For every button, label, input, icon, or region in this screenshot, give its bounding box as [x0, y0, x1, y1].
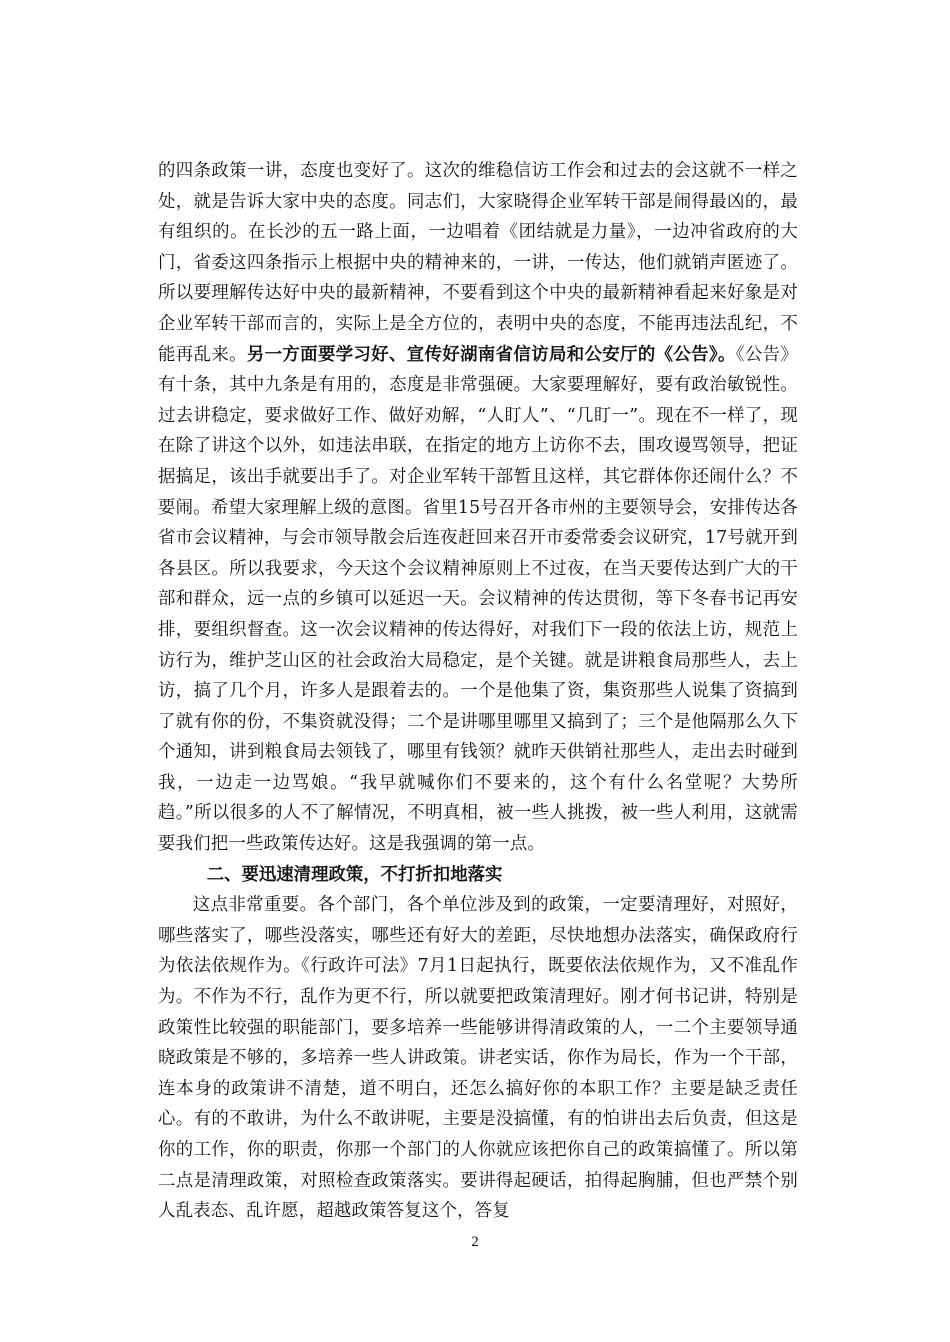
- document-page: [158, 156, 798, 1227]
- page-number: 2: [471, 1234, 479, 1250]
- paragraph-1-bold-emphasis: 另一方面要学习好、宣传好湖南省信访局和公安厅的《公告》。: [246, 344, 736, 365]
- paragraph-1-text-a: 的四条政策一讲，态度也变好了。这次的维稳信访工作会和过去的会这就不一样之处，就是告诉大家中央的态度。同志们，大家晓得企业军转干部是闹得最凶的，最有组织的。在长沙的五一路上面，一边唱着《团结就是力量》，一边冲省政府的大门，省委这四条指示上根据中央的精神来的，一讲，一传达，他们就销声匿迹了。所以要理解传达好中央的最新精神，不要看到这个中央的最新精神看起来好象是对企业军转干部而言的，实际上是全方位的，表明中央的态度，不能再违法乱纪，不能再乱来。: [158, 161, 798, 365]
- section-heading-2: 二、要迅速清理政策，不打折扣地落实: [206, 864, 503, 885]
- paragraph-1-text-b: 《公告》有十条，其中九条是有用的，态度是非常强硬。大家要理解好，要有政治敏锐性。过去讲稳定，要求做好工作、做好劝解，“人盯人”、“几盯一”。现在不一样了，现在除了讲这个以外，如违法串联，在指定的地方上访你不去，围攻谩骂领导，把证据搞足，该出手就要出手了。对企业军转干部暂且这样，其它群体你还闹什么？不要闹。希望大家理解上级的意图。省里15号召开各市州的主要领导会，安排传达各省市会议精神，与会市领导散会后连夜赶回来召开市委常委会议研究，17号就开到各县区。所以我要求，今天这个会议精神原则上不过夜，在当天要传达到广大的干部和群众，远一点的乡镇可以延迟一天。会议精神的传达贯彻，等下冬春书记再安排，要组织督查。这一次会议精神的传达得好，对我们下一段的依法上访，规范上访行为，维护芝山区的社会政治大局稳定，是个关键。就是讲粮食局那些人，去上访，搞了几个月，许多人是跟着去的。一个是他集了资，集资那些人说集了资搞到了就有你的份，不集资就没得；二个是讲哪里哪里又搞到了；三个是他隔那么久下个通知，讲到粮食局去领钱了，哪里有钱领？就昨天供销社那些人，走出去时碰到我，一边走一边骂娘。“我早就喊你们不要来的，这个有什么名堂呢？大势所趋。”所以很多的人不了解情况，不明真相，被一些人挑拨，被一些人利用，这就需要我们把一些政策传达好。这是我强调的第一点。: [158, 344, 798, 855]
- body-paragraph-2: 这点非常重要。各个部门，各个单位涉及到的政策，一定要清理好，对照好，哪些落实了，哪些没落实，哪些还有好大的差距，尽快地想办法落实，确保政府行为依法依规作为。《行政许可法》7月1日起执行，既要依法依规作为，又不准乱作为。不作为不行，乱作为更不行，所以就要把政策清理好。刚才何书记讲，特别是政策性比较强的职能部门，要多培养一些能够讲得清政策的人，一二个主要领导通晓政策是不够的，多培养一些人讲政策。讲老实话，你作为局长，作为一个干部，连本身的政策讲不清楚，道不明白，还怎么搞好你的本职工作？主要是缺乏责任心。有的不敢讲，为什么不敢讲呢，主要是没搞懂，有的怕讲出去后负责，但这是你的工作，你的职责，你那一个部门的人你就应该把你自己的政策搞懂了。所以第二点是清理政策，对照检查政策落实。要讲得起硬话，拍得起胸脯，但也严禁个别人乱表态、乱许愿，超越政策答复这个，答复: [158, 895, 798, 1222]
- body-paragraph-1: [158, 156, 798, 860]
